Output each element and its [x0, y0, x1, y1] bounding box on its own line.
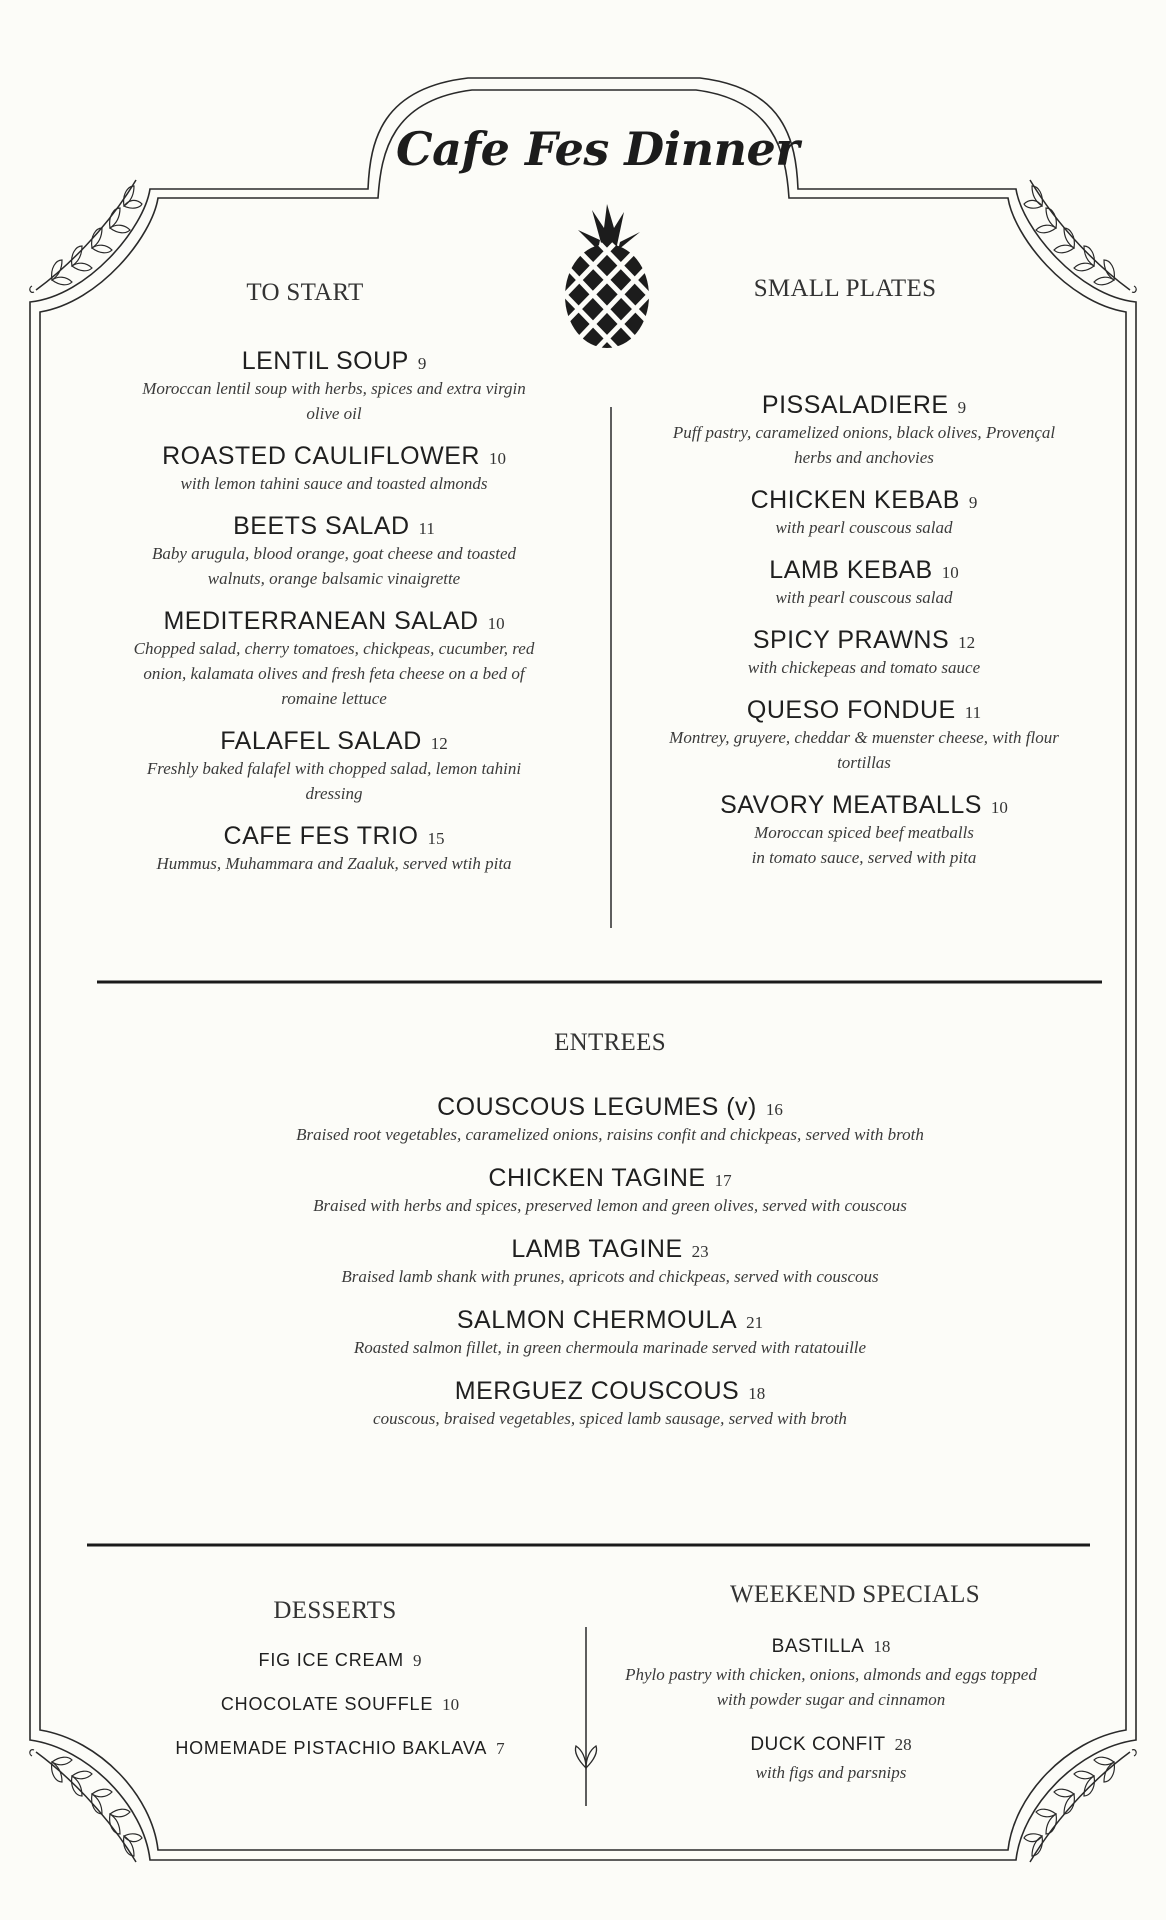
item-name: CHICKEN KEBAB	[750, 486, 960, 514]
item-price: 10	[488, 449, 506, 468]
item-price: 7	[496, 1739, 505, 1758]
item-name: CAFE FES TRIO	[223, 822, 419, 850]
item-description: Montrey, gruyere, cheddar & muenster cheese, with flour	[669, 728, 1059, 747]
laurel-branch-icon-bottom-left	[30, 1750, 142, 1862]
item-price: 9	[957, 398, 967, 417]
item-price: 21	[746, 1313, 764, 1332]
item-description: with figs and parsnips	[755, 1763, 907, 1782]
laurel-branch-icon-top-left	[30, 180, 142, 292]
item-name: HOMEMADE PISTACHIO BAKLAVA	[175, 1738, 488, 1758]
item-description: Chopped salad, cherry tomatoes, chickpeas, cucumber, red	[133, 639, 535, 658]
item-name: PISSALADIERE	[761, 391, 949, 419]
item-price: 10	[442, 1695, 460, 1714]
item-description: Braised lamb shank with prunes, apricots and chickpeas, served with couscous	[341, 1267, 879, 1286]
item-description: with pearl couscous salad	[775, 518, 953, 537]
menu-item	[160, 1234, 1060, 1289]
item-description: Braised with herbs and spices, preserved lemon and green olives, served with couscous	[313, 1196, 907, 1215]
item-description: couscous, braised vegetables, spiced lamb sausage, served with broth	[373, 1409, 847, 1428]
item-name: CHICKEN TAGINE	[488, 1164, 706, 1192]
menu-item	[644, 625, 1084, 680]
pineapple-icon	[562, 204, 652, 354]
item-description: Baby arugula, blood orange, goat cheese and toasted	[151, 544, 517, 563]
item-name: SAVORY MEATBALLS	[720, 791, 982, 819]
item-price: 10	[487, 614, 505, 633]
item-name: CHOCOLATE SOUFFLE	[220, 1694, 434, 1714]
menu-item	[118, 821, 550, 876]
item-description: with lemon tahini sauce and toasted almonds	[180, 474, 488, 493]
menu-item	[644, 390, 1084, 470]
small-plates-heading: SMALL PLATES	[753, 275, 937, 302]
item-price: 15	[427, 829, 445, 848]
menu-item	[118, 606, 550, 711]
menu-item	[608, 1632, 1054, 1712]
menu-item	[118, 726, 550, 806]
item-price: 11	[418, 519, 435, 538]
item-description: with pearl couscous salad	[775, 588, 953, 607]
item-name: LENTIL SOUP	[241, 347, 409, 375]
item-description: Freshly baked falafel with chopped salad, lemon tahini	[146, 759, 522, 778]
item-description: olive oil	[306, 404, 362, 423]
item-name: DUCK CONFIT	[750, 1734, 886, 1755]
item-price: 12	[958, 633, 976, 652]
item-name: BASTILLA	[771, 1636, 865, 1657]
item-description: Hummus, Muhammara and Zaaluk, served wtih pita	[156, 854, 512, 873]
item-name: MEDITERRANEAN SALAD	[163, 607, 479, 635]
item-price: 28	[894, 1735, 912, 1754]
menu-item	[160, 1305, 1060, 1360]
menu-item	[644, 695, 1084, 775]
item-price: 9	[412, 1651, 422, 1670]
item-price: 18	[873, 1637, 891, 1656]
menu-item	[130, 1648, 550, 1672]
to-start-list	[118, 346, 550, 876]
menu-item	[160, 1163, 1060, 1218]
item-name: MERGUEZ COUSCOUS	[454, 1377, 740, 1405]
item-description: herbs and anchovies	[794, 448, 934, 467]
item-price: 17	[714, 1171, 732, 1190]
menu-item	[118, 511, 550, 591]
entrees-list	[160, 1092, 1060, 1431]
item-description: dressing	[305, 784, 363, 803]
item-name: COUSCOUS LEGUMES (v)	[437, 1093, 757, 1121]
item-name: FALAFEL SALAD	[220, 727, 422, 755]
to-start-heading: TO START	[246, 279, 364, 306]
item-description: romaine lettuce	[281, 689, 387, 708]
item-name: SALMON CHERMOULA	[456, 1306, 738, 1334]
item-price: 23	[691, 1242, 709, 1261]
entrees-heading: ENTREES	[554, 1029, 666, 1056]
menu-item	[160, 1376, 1060, 1431]
menu-item	[130, 1692, 550, 1716]
menu-item	[644, 555, 1084, 610]
small-plates-list	[644, 390, 1084, 870]
item-description: Puff pastry, caramelized onions, black olives, Provençal	[672, 423, 1056, 442]
weekend-specials-list	[608, 1632, 1054, 1785]
menu-title: Cafe Fes Dinner	[395, 122, 800, 176]
item-description: with powder sugar and cinnamon	[716, 1690, 946, 1709]
item-name: ROASTED CAULIFLOWER	[162, 442, 480, 470]
item-name: LAMB KEBAB	[769, 556, 933, 584]
desserts-heading: DESSERTS	[273, 1597, 397, 1624]
menu-item	[608, 1730, 1054, 1785]
item-description: tortillas	[837, 753, 891, 772]
item-price: 12	[430, 734, 448, 753]
item-name: BEETS SALAD	[233, 512, 410, 540]
menu-item	[118, 441, 550, 496]
item-description: Roasted salmon fillet, in green chermoula marinade served with ratatouille	[353, 1338, 867, 1357]
menu-item	[160, 1092, 1060, 1147]
item-price: 11	[964, 703, 982, 722]
item-price: 16	[765, 1100, 783, 1119]
item-description: with chickepeas and tomato sauce	[747, 658, 981, 677]
item-name: SPICY PRAWNS	[752, 626, 950, 654]
weekend-specials-heading: WEEKEND SPECIALS	[730, 1581, 980, 1608]
menu-item	[644, 790, 1084, 870]
item-price: 10	[941, 563, 959, 582]
desserts-list	[130, 1648, 550, 1760]
item-price: 18	[748, 1384, 766, 1403]
menu-item	[118, 346, 550, 426]
item-name: QUESO FONDUE	[746, 696, 956, 724]
item-description: onion, kalamata olives and fresh feta cheese on a bed of	[143, 664, 525, 683]
menu-item	[130, 1736, 550, 1760]
item-description: Phylo pastry with chicken, onions, almonds and eggs topped	[625, 1665, 1037, 1684]
item-price: 9	[417, 354, 427, 373]
item-name: LAMB TAGINE	[511, 1235, 683, 1263]
item-price: 10	[990, 798, 1008, 817]
item-description: walnuts, orange balsamic vinaigrette	[207, 569, 461, 588]
item-description: in tomato sauce, served with pita	[751, 848, 977, 867]
item-description: Moroccan lentil soup with herbs, spices and extra virgin	[142, 379, 526, 398]
menu-item	[644, 485, 1084, 540]
item-description: Braised root vegetables, caramelized onions, raisins confit and chickpeas, served with broth	[296, 1125, 924, 1144]
laurel-branch-icon-top-right	[1024, 180, 1136, 292]
item-description: Moroccan spiced beef meatballs	[754, 823, 974, 842]
item-price: 9	[968, 493, 978, 512]
item-name: FIG ICE CREAM	[258, 1650, 404, 1670]
